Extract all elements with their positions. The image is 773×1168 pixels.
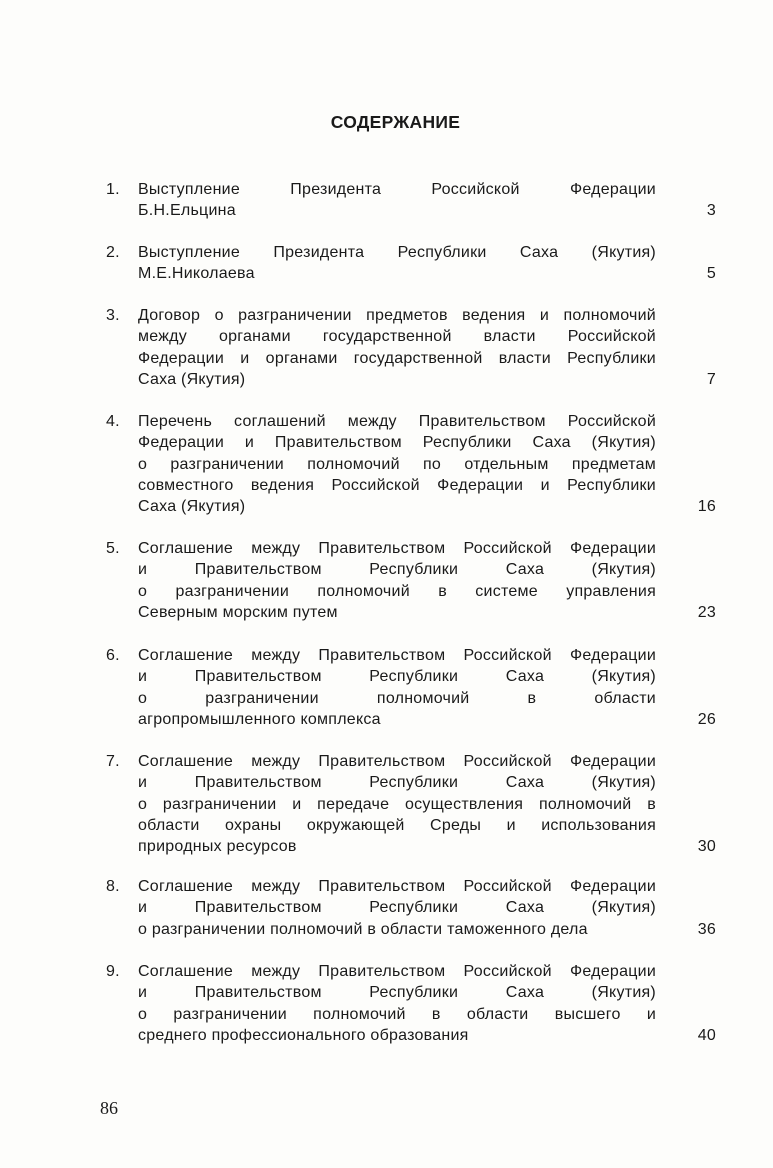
entry-page-number: 3 bbox=[706, 202, 716, 220]
entry-title-line: о разграничении полномочий в области таможенного дела bbox=[138, 920, 588, 938]
entry-title-line: и Правительством Республики Саха (Якутия) bbox=[138, 899, 656, 917]
entry-title-line: и Правительством Республики Саха (Якутия) bbox=[138, 561, 656, 579]
entry-number: 7. bbox=[106, 753, 120, 770]
entry-title-line: Перечень соглашений между Правительством Российской bbox=[138, 413, 656, 430]
entry-title-line: области охраны окружающей Среды и использования bbox=[138, 816, 656, 834]
entry-page-number: 5 bbox=[706, 265, 716, 283]
entry-title bbox=[138, 242, 656, 285]
entry-number: 3. bbox=[106, 307, 120, 324]
entry-number: 2. bbox=[106, 244, 120, 261]
entry-title bbox=[138, 961, 656, 1046]
entry-title-line: Выступление Президента Республики Саха (Якутия) bbox=[138, 244, 656, 261]
entry-title-line: Б.Н.Ельцина bbox=[138, 202, 236, 220]
entry-title bbox=[138, 305, 656, 390]
entry-title-line: Соглашение между Правительством Российской Федерации bbox=[138, 963, 656, 980]
entry-title-line: и Правительством Республики Саха (Якутия) bbox=[138, 774, 656, 792]
entry-page-number: 26 bbox=[697, 710, 716, 728]
entry-title bbox=[138, 876, 656, 940]
entry-title-line: о разграничении и передаче осуществления полномочий в bbox=[138, 795, 656, 813]
entry-title-line: среднего профессионального образования bbox=[138, 1026, 469, 1044]
entry-title-line: Федерации и Правительством Республики Саха (Якутия) bbox=[138, 434, 656, 452]
entry-title-line: М.Е.Николаева bbox=[138, 265, 255, 283]
entry-title-line: Саха (Якутия) bbox=[138, 370, 246, 388]
toc-title: СОДЕРЖАНИЕ bbox=[330, 112, 461, 132]
entry-title-line: Северным морским путем bbox=[138, 603, 338, 621]
entry-page-number: 7 bbox=[706, 370, 716, 388]
entry-title-line: Саха (Якутия) bbox=[138, 498, 246, 516]
entry-title-line: между органами государственной власти Российской bbox=[138, 328, 656, 346]
entry-title-line: о разграничении полномочий в области bbox=[138, 689, 656, 707]
entry-title-line: агропромышленного комплекса bbox=[138, 710, 381, 728]
entry-title-line: о разграничении полномочий в области высшего и bbox=[138, 1005, 656, 1023]
entry-title bbox=[138, 179, 656, 222]
entry-title-line: Соглашение между Правительством Российской Федерации bbox=[138, 878, 656, 895]
entry-page-number: 23 bbox=[697, 603, 716, 621]
entry-number: 4. bbox=[106, 413, 120, 430]
entry-page-number: 40 bbox=[697, 1026, 716, 1044]
entry-title-line: о разграничении полномочий по отдельным предметам bbox=[138, 455, 656, 473]
entry-number: 6. bbox=[106, 647, 120, 664]
entry-number: 9. bbox=[106, 963, 120, 980]
entry-page-number: 30 bbox=[697, 838, 716, 856]
entry-title-line: совместного ведения Российской Федерации и Республики bbox=[138, 476, 656, 494]
entry-number: 8. bbox=[106, 878, 120, 895]
entry-number: 5. bbox=[106, 540, 120, 557]
entry-title bbox=[138, 538, 656, 623]
entry-page-number: 36 bbox=[697, 920, 716, 938]
entry-title-line: и Правительством Республики Саха (Якутия) bbox=[138, 668, 656, 686]
entry-title-line: природных ресурсов bbox=[138, 838, 297, 856]
entry-title-line: Выступление Президента Российской Федерации bbox=[138, 181, 656, 198]
entry-title bbox=[138, 645, 656, 730]
entry-title-line: Соглашение между Правительством Российской Федерации bbox=[138, 753, 656, 770]
entry-title-line: Соглашение между Правительством Российской Федерации bbox=[138, 647, 656, 664]
entry-title-line: и Правительством Республики Саха (Якутия) bbox=[138, 984, 656, 1002]
entry-page-number: 16 bbox=[697, 498, 716, 516]
entry-title-line: Федерации и органами государственной власти Республики bbox=[138, 349, 656, 367]
entry-title-line: Соглашение между Правительством Российской Федерации bbox=[138, 540, 656, 557]
entry-title-line: Договор о разграничении предметов ведения и полномочий bbox=[138, 307, 656, 324]
entry-number: 1. bbox=[106, 181, 120, 198]
page-number: 86 bbox=[100, 1098, 118, 1118]
entry-title-line: о разграничении полномочий в системе управления bbox=[138, 582, 656, 600]
entry-title bbox=[138, 751, 656, 857]
entry-title bbox=[138, 411, 656, 517]
